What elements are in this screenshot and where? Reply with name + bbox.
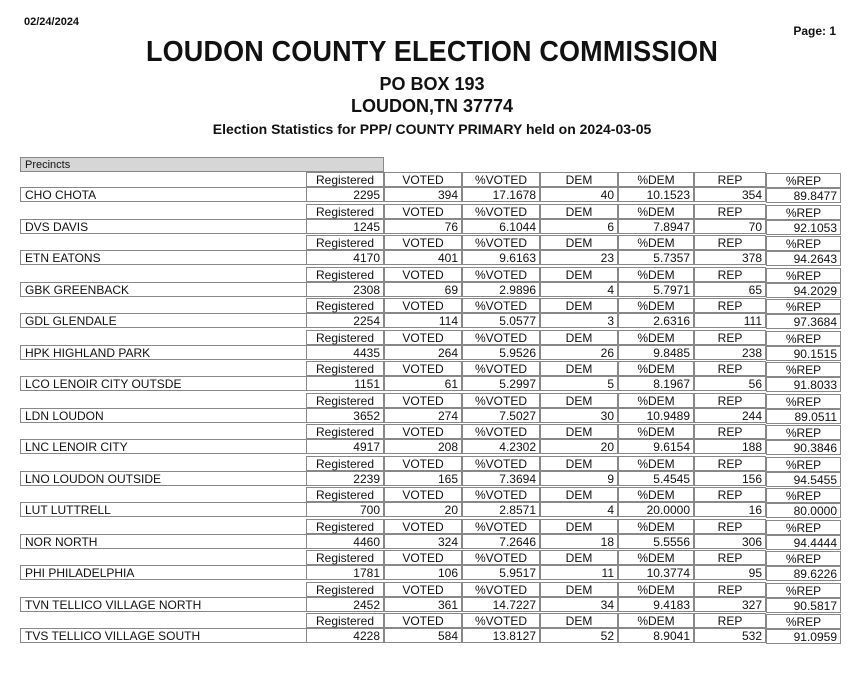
table-cell: 5 bbox=[540, 376, 618, 391]
table-cell: 10.1523 bbox=[618, 187, 694, 202]
column-header: Registered bbox=[306, 235, 384, 250]
column-header: Registered bbox=[306, 298, 384, 313]
column-header: %REP bbox=[766, 236, 841, 251]
precinct-name: LNC LENOIR CITY bbox=[20, 439, 306, 454]
table-cell: 10.9489 bbox=[618, 408, 694, 423]
column-header: DEM bbox=[540, 361, 618, 376]
column-header: %VOTED bbox=[462, 361, 540, 376]
table-cell: 2308 bbox=[306, 282, 384, 297]
column-header: Registered bbox=[306, 519, 384, 534]
column-header: VOTED bbox=[384, 172, 462, 187]
table-cell: 394 bbox=[384, 187, 462, 202]
precinct-name: PHI PHILADELPHIA bbox=[20, 565, 306, 580]
column-header: REP bbox=[694, 456, 766, 471]
table-cell: 92.1053 bbox=[766, 220, 841, 235]
table-cell: 114 bbox=[384, 313, 462, 328]
column-header: %DEM bbox=[618, 582, 694, 597]
table-cell: 5.5556 bbox=[618, 534, 694, 549]
table-cell: 16 bbox=[694, 502, 766, 517]
table-cell: 23 bbox=[540, 250, 618, 265]
column-header: DEM bbox=[540, 204, 618, 219]
table-cell: 94.2029 bbox=[766, 283, 841, 298]
table-cell: 7.5027 bbox=[462, 408, 540, 423]
table-cell: 6 bbox=[540, 219, 618, 234]
column-header: %DEM bbox=[618, 330, 694, 345]
table-cell: 90.3846 bbox=[766, 440, 841, 455]
column-header: REP bbox=[694, 267, 766, 282]
column-header: REP bbox=[694, 235, 766, 250]
table-cell: 9.8485 bbox=[618, 345, 694, 360]
table-cell: 89.6226 bbox=[766, 566, 841, 581]
table-cell: 80.0000 bbox=[766, 503, 841, 518]
table-row bbox=[20, 298, 840, 330]
column-header: %VOTED bbox=[462, 487, 540, 502]
table-cell: 11 bbox=[540, 565, 618, 580]
column-header: DEM bbox=[540, 172, 618, 187]
table-row bbox=[20, 550, 840, 582]
table-cell: 20.0000 bbox=[618, 502, 694, 517]
table-cell: 5.4545 bbox=[618, 471, 694, 486]
column-header: %REP bbox=[766, 488, 841, 503]
column-header: %VOTED bbox=[462, 204, 540, 219]
table-cell: 4.2302 bbox=[462, 439, 540, 454]
column-header: VOTED bbox=[384, 424, 462, 439]
column-header: %DEM bbox=[618, 550, 694, 565]
table-row bbox=[20, 330, 840, 362]
table-cell: 306 bbox=[694, 534, 766, 549]
table-cell: 4228 bbox=[306, 628, 384, 643]
po-box: PO BOX 193 bbox=[379, 74, 485, 94]
column-header: Registered bbox=[306, 393, 384, 408]
table-cell: 26 bbox=[540, 345, 618, 360]
table-cell: 208 bbox=[384, 439, 462, 454]
table-cell: 70 bbox=[694, 219, 766, 234]
column-header: %DEM bbox=[618, 235, 694, 250]
table-cell: 106 bbox=[384, 565, 462, 580]
table-cell: 264 bbox=[384, 345, 462, 360]
column-header: VOTED bbox=[384, 613, 462, 628]
table-cell: 90.1515 bbox=[766, 346, 841, 361]
table-cell: 327 bbox=[694, 597, 766, 612]
column-header: %VOTED bbox=[462, 298, 540, 313]
column-header: Registered bbox=[306, 361, 384, 376]
table-cell: 238 bbox=[694, 345, 766, 360]
table-cell: 8.9041 bbox=[618, 628, 694, 643]
column-header: Registered bbox=[306, 204, 384, 219]
precinct-name: LNO LOUDON OUTSIDE bbox=[20, 471, 306, 486]
column-header: %REP bbox=[766, 268, 841, 283]
precinct-name: TVN TELLICO VILLAGE NORTH bbox=[20, 597, 306, 612]
table-cell: 5.9526 bbox=[462, 345, 540, 360]
table-cell: 9.6163 bbox=[462, 250, 540, 265]
table-cell: 97.3684 bbox=[766, 314, 841, 329]
column-header: DEM bbox=[540, 519, 618, 534]
table-cell: 10.3774 bbox=[618, 565, 694, 580]
column-header: VOTED bbox=[384, 267, 462, 282]
precinct-name: NOR NORTH bbox=[20, 534, 306, 549]
commission-title: LOUDON COUNTY ELECTION COMMISSION bbox=[145, 36, 719, 68]
column-header: %DEM bbox=[618, 361, 694, 376]
table-cell: 5.2997 bbox=[462, 376, 540, 391]
table-row bbox=[20, 456, 840, 488]
precinct-name: GDL GLENDALE bbox=[20, 313, 306, 328]
column-header: %VOTED bbox=[462, 613, 540, 628]
table-cell: 3 bbox=[540, 313, 618, 328]
column-header: REP bbox=[694, 519, 766, 534]
table-cell: 3652 bbox=[306, 408, 384, 423]
column-header: VOTED bbox=[384, 235, 462, 250]
column-header: %REP bbox=[766, 425, 841, 440]
table-cell: 18 bbox=[540, 534, 618, 549]
report-subtitle: Election Statistics for PPP/ COUNTY PRIMARY held on 2024-03-05 bbox=[212, 121, 652, 137]
table-cell: 94.4444 bbox=[766, 535, 841, 550]
table-cell: 4460 bbox=[306, 534, 384, 549]
table-cell: 91.0959 bbox=[766, 629, 841, 644]
column-header: DEM bbox=[540, 424, 618, 439]
table-cell: 2254 bbox=[306, 313, 384, 328]
column-header: REP bbox=[694, 582, 766, 597]
table-cell: 401 bbox=[384, 250, 462, 265]
column-header: %VOTED bbox=[462, 582, 540, 597]
column-header: REP bbox=[694, 393, 766, 408]
table-cell: 94.5455 bbox=[766, 472, 841, 487]
table-cell: 2295 bbox=[306, 187, 384, 202]
table-cell: 700 bbox=[306, 502, 384, 517]
table-cell: 1245 bbox=[306, 219, 384, 234]
column-header: %DEM bbox=[618, 487, 694, 502]
table-row bbox=[20, 204, 840, 236]
table-cell: 52 bbox=[540, 628, 618, 643]
table-cell: 244 bbox=[694, 408, 766, 423]
table-cell: 13.8127 bbox=[462, 628, 540, 643]
column-header: VOTED bbox=[384, 582, 462, 597]
page-number: Page: 1 bbox=[793, 24, 836, 38]
column-header: %DEM bbox=[618, 298, 694, 313]
table-cell: 188 bbox=[694, 439, 766, 454]
precinct-name: LCO LENOIR CITY OUTSDE bbox=[20, 376, 306, 391]
precinct-name: LDN LOUDON bbox=[20, 408, 306, 423]
column-header: %REP bbox=[766, 457, 841, 472]
column-header: %REP bbox=[766, 362, 841, 377]
table-cell: 2239 bbox=[306, 471, 384, 486]
table-cell: 111 bbox=[694, 313, 766, 328]
table-row bbox=[20, 267, 840, 299]
column-header: REP bbox=[694, 424, 766, 439]
table-cell: 8.1967 bbox=[618, 376, 694, 391]
table-cell: 17.1678 bbox=[462, 187, 540, 202]
column-header: REP bbox=[694, 550, 766, 565]
column-header: %REP bbox=[766, 173, 841, 188]
column-header: %REP bbox=[766, 299, 841, 314]
column-header: %VOTED bbox=[462, 267, 540, 282]
table-cell: 584 bbox=[384, 628, 462, 643]
table-cell: 5.7357 bbox=[618, 250, 694, 265]
table-cell: 14.7227 bbox=[462, 597, 540, 612]
table-cell: 89.8477 bbox=[766, 188, 841, 203]
column-header: %DEM bbox=[618, 456, 694, 471]
column-header: Registered bbox=[306, 456, 384, 471]
column-header: DEM bbox=[540, 613, 618, 628]
city-state-zip: LOUDON,TN 37774 bbox=[350, 96, 514, 116]
column-header: Registered bbox=[306, 172, 384, 187]
table-row bbox=[20, 487, 840, 519]
column-header: %REP bbox=[766, 331, 841, 346]
column-header: REP bbox=[694, 361, 766, 376]
table-cell: 6.1044 bbox=[462, 219, 540, 234]
table-row bbox=[20, 393, 840, 425]
column-header: DEM bbox=[540, 298, 618, 313]
column-header: DEM bbox=[540, 330, 618, 345]
table-cell: 7.8947 bbox=[618, 219, 694, 234]
table-cell: 2.6316 bbox=[618, 313, 694, 328]
table-cell: 7.2646 bbox=[462, 534, 540, 549]
table-cell: 4917 bbox=[306, 439, 384, 454]
table-cell: 9 bbox=[540, 471, 618, 486]
column-header: %REP bbox=[766, 551, 841, 566]
table-cell: 61 bbox=[384, 376, 462, 391]
column-header: %VOTED bbox=[462, 393, 540, 408]
column-header: %DEM bbox=[618, 204, 694, 219]
table-cell: 9.4183 bbox=[618, 597, 694, 612]
table-cell: 274 bbox=[384, 408, 462, 423]
table-row bbox=[20, 235, 840, 267]
precincts-header: Precincts bbox=[20, 157, 384, 172]
table-cell: 90.5817 bbox=[766, 598, 841, 613]
table-cell: 94.2643 bbox=[766, 251, 841, 266]
table-cell: 1781 bbox=[306, 565, 384, 580]
table-cell: 361 bbox=[384, 597, 462, 612]
column-header: %VOTED bbox=[462, 172, 540, 187]
precinct-name: CHO CHOTA bbox=[20, 187, 306, 202]
table-cell: 9.6154 bbox=[618, 439, 694, 454]
column-header: %DEM bbox=[618, 613, 694, 628]
table-cell: 40 bbox=[540, 187, 618, 202]
precinct-name: GBK GREENBACK bbox=[20, 282, 306, 297]
precinct-name: ETN EATONS bbox=[20, 250, 306, 265]
table-cell: 156 bbox=[694, 471, 766, 486]
column-header: REP bbox=[694, 298, 766, 313]
table-row bbox=[20, 613, 840, 645]
column-header: Registered bbox=[306, 613, 384, 628]
column-header: %DEM bbox=[618, 267, 694, 282]
table-cell: 1151 bbox=[306, 376, 384, 391]
column-header: DEM bbox=[540, 487, 618, 502]
precinct-name: DVS DAVIS bbox=[20, 219, 306, 234]
column-header: VOTED bbox=[384, 393, 462, 408]
table-cell: 2.9896 bbox=[462, 282, 540, 297]
table-cell: 30 bbox=[540, 408, 618, 423]
column-header: %VOTED bbox=[462, 235, 540, 250]
column-header: VOTED bbox=[384, 204, 462, 219]
column-header: REP bbox=[694, 172, 766, 187]
column-header: DEM bbox=[540, 235, 618, 250]
column-header: %REP bbox=[766, 614, 841, 629]
table-row bbox=[20, 519, 840, 551]
table-cell: 89.0511 bbox=[766, 409, 841, 424]
column-header: %DEM bbox=[618, 519, 694, 534]
column-header: %REP bbox=[766, 583, 841, 598]
table-row bbox=[20, 424, 840, 456]
table-cell: 56 bbox=[694, 376, 766, 391]
column-header: %VOTED bbox=[462, 519, 540, 534]
table-cell: 4 bbox=[540, 282, 618, 297]
column-header: REP bbox=[694, 330, 766, 345]
table-cell: 165 bbox=[384, 471, 462, 486]
column-header: REP bbox=[694, 487, 766, 502]
column-header: VOTED bbox=[384, 550, 462, 565]
table-cell: 2452 bbox=[306, 597, 384, 612]
report-date: 02/24/2024 bbox=[24, 16, 80, 28]
column-header: DEM bbox=[540, 393, 618, 408]
precinct-name: TVS TELLICO VILLAGE SOUTH bbox=[20, 628, 306, 643]
table-cell: 7.3694 bbox=[462, 471, 540, 486]
precinct-rows bbox=[20, 172, 840, 645]
column-header: %VOTED bbox=[462, 550, 540, 565]
table-cell: 91.8033 bbox=[766, 377, 841, 392]
precinct-name: HPK HIGHLAND PARK bbox=[20, 345, 306, 360]
column-header: REP bbox=[694, 204, 766, 219]
column-header: %VOTED bbox=[462, 424, 540, 439]
column-header: VOTED bbox=[384, 298, 462, 313]
column-header: %REP bbox=[766, 520, 841, 535]
column-header: DEM bbox=[540, 582, 618, 597]
table-cell: 20 bbox=[540, 439, 618, 454]
table-cell: 324 bbox=[384, 534, 462, 549]
table-cell: 95 bbox=[694, 565, 766, 580]
column-header: Registered bbox=[306, 267, 384, 282]
column-header: VOTED bbox=[384, 456, 462, 471]
table-row bbox=[20, 582, 840, 614]
column-header: %VOTED bbox=[462, 330, 540, 345]
column-header: VOTED bbox=[384, 330, 462, 345]
column-header: %DEM bbox=[618, 393, 694, 408]
column-header: DEM bbox=[540, 550, 618, 565]
table-cell: 20 bbox=[384, 502, 462, 517]
table-cell: 5.7971 bbox=[618, 282, 694, 297]
column-header: DEM bbox=[540, 267, 618, 282]
column-header: VOTED bbox=[384, 487, 462, 502]
column-header: REP bbox=[694, 613, 766, 628]
column-header: %VOTED bbox=[462, 456, 540, 471]
column-header: VOTED bbox=[384, 361, 462, 376]
table-cell: 69 bbox=[384, 282, 462, 297]
column-header: Registered bbox=[306, 487, 384, 502]
table-cell: 34 bbox=[540, 597, 618, 612]
column-header: %DEM bbox=[618, 172, 694, 187]
table-cell: 354 bbox=[694, 187, 766, 202]
column-header: %DEM bbox=[618, 424, 694, 439]
table-cell: 532 bbox=[694, 628, 766, 643]
election-statistics-table bbox=[20, 157, 840, 645]
column-header: %REP bbox=[766, 394, 841, 409]
table-cell: 5.0577 bbox=[462, 313, 540, 328]
table-cell: 65 bbox=[694, 282, 766, 297]
column-header: DEM bbox=[540, 456, 618, 471]
column-header: Registered bbox=[306, 330, 384, 345]
column-header: %REP bbox=[766, 205, 841, 220]
table-cell: 5.9517 bbox=[462, 565, 540, 580]
column-header: VOTED bbox=[384, 519, 462, 534]
table-cell: 2.8571 bbox=[462, 502, 540, 517]
table-cell: 378 bbox=[694, 250, 766, 265]
column-header: Registered bbox=[306, 582, 384, 597]
precinct-name: LUT LUTTRELL bbox=[20, 502, 306, 517]
table-cell: 4 bbox=[540, 502, 618, 517]
table-row bbox=[20, 361, 840, 393]
table-cell: 4435 bbox=[306, 345, 384, 360]
table-cell: 76 bbox=[384, 219, 462, 234]
table-cell: 4170 bbox=[306, 250, 384, 265]
column-header: Registered bbox=[306, 550, 384, 565]
table-row bbox=[20, 172, 840, 204]
column-header: Registered bbox=[306, 424, 384, 439]
